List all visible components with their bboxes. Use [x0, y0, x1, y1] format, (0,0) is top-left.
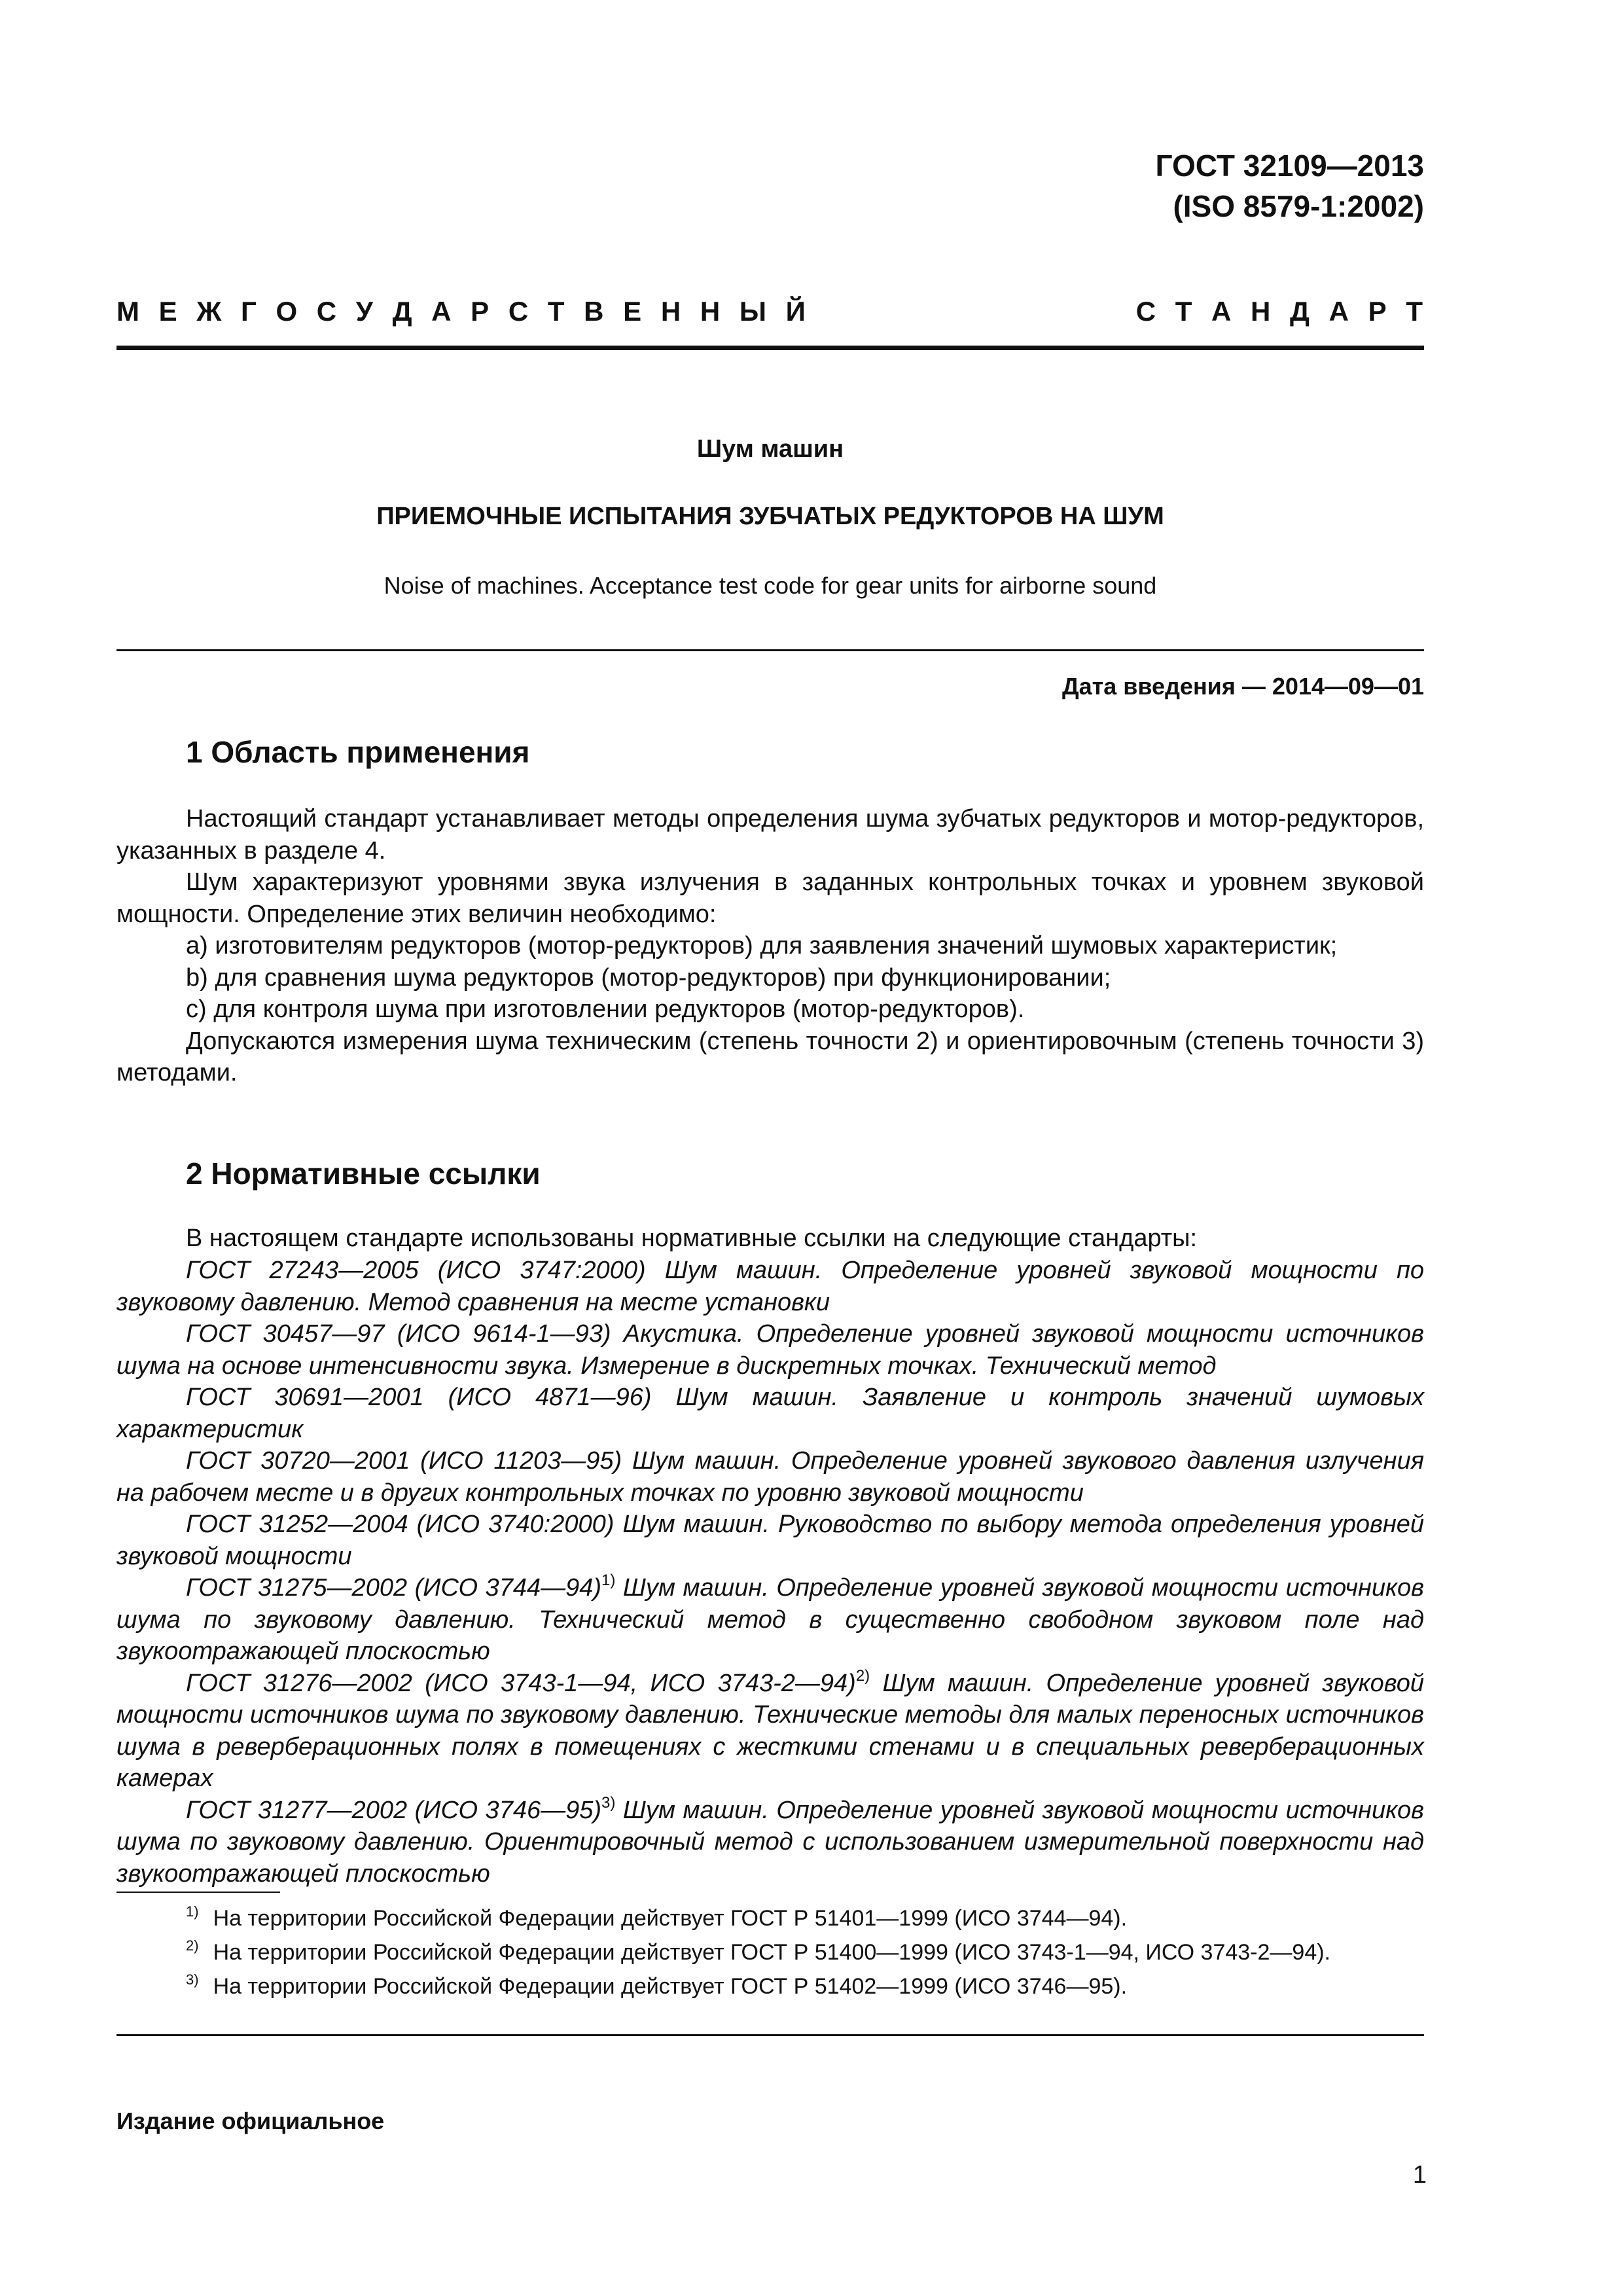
- section-2-heading: 2 Нормативные ссылки: [186, 1157, 541, 1191]
- page-number: 1: [1412, 2161, 1427, 2189]
- title-group: Шум машин: [696, 435, 844, 463]
- reference-item: ГОСТ 31277—2002 (ИСО 3746—95)$^{3)}$ Шум машин. Определение уровней звуковой мощности источников шума по звуковому давлению. Ориентировочный метод с использованием измерительной поверхности над звукоотражающей плоскостью: [116, 1793, 1424, 1888]
- footnotes: [116, 1901, 1424, 2003]
- footnote-ref-2[interactable]: 2): [855, 1666, 870, 1685]
- section-1-paragraph: Настоящий стандарт устанавливает методы определения шума зубчатых редукторов и мотор-редукторов, указанных в разделе 4.: [116, 805, 1424, 865]
- section-1-list-item: c) для контроля шума при изготовлении редукторов (мотор-редукторов).: [186, 996, 1025, 1023]
- footnote-mark: 3): [186, 1971, 199, 1988]
- title-english: Noise of machines. Acceptance test code for gear units for airborne sound: [383, 572, 1157, 599]
- interstate-standard-banner: [116, 296, 1424, 327]
- footnote: $^{2)}$ На территории Российской Федерации действует ГОСТ Р 51400—1999 (ИСО 3743-1—94, ИСО 3743-2—94).: [186, 1937, 1330, 1965]
- header-rule: [116, 346, 1424, 350]
- reference-item: ГОСТ 31275—2002 (ИСО 3744—94)$^{1)}$ Шум машин. Определение уровней звуковой мощности источников шума по звуковому давлению. Технический метод в существенно свободном звуковом поле над звукоотражающей плоскостью: [116, 1571, 1424, 1665]
- normative-references-list: [116, 1255, 1424, 1890]
- footnote-separator: [116, 1892, 280, 1893]
- footer-rule: [116, 2034, 1424, 2036]
- iso-equivalent: (ISO 8579-1:2002): [1173, 189, 1424, 223]
- footnote-ref-3[interactable]: 3): [601, 1793, 616, 1812]
- standard-number-block: [1031, 145, 1424, 226]
- reference-item: ГОСТ 27243—2005 (ИСО 3747:2000) Шум машин. Определение уровней звуковой мощности по звуковому давлению. Метод сравнения на месте установки: [116, 1257, 1424, 1316]
- reference-item: ГОСТ 30691—2001 (ИСО 4871—96) Шум машин. Заявление и контроль значений шумовых характеристик: [116, 1384, 1424, 1443]
- footnote-mark: 1): [186, 1903, 199, 1920]
- section-1-list-item: a) изготовителям редукторов (мотор-редукторов) для заявления значений шумовых характеристик;: [186, 932, 1338, 960]
- footnote: $^{3)}$ На территории Российской Федерации действует ГОСТ Р 51402—1999 (ИСО 3746—95).: [186, 1971, 1128, 1999]
- section-2-body: [116, 1223, 1424, 1255]
- introduction-date: Дата введения — 2014—09—01: [1061, 673, 1424, 700]
- footnote: $^{1)}$ На территории Российской Федерации действует ГОСТ Р 51401—1999 (ИСО 3744—94).: [186, 1903, 1128, 1931]
- footnote-ref-1[interactable]: 1): [601, 1571, 616, 1589]
- section-1-list-item: b) для сравнения шума редукторов (мотор-редукторов) при функционировании;: [186, 963, 1111, 992]
- section-2-intro: В настоящем стандарте использованы нормативные ссылки на следующие стандарты:: [186, 1225, 1198, 1252]
- standard-number: ГОСТ 32109—2013: [1155, 149, 1424, 183]
- official-edition-label: Издание официальное: [116, 2108, 385, 2134]
- reference-item: ГОСТ 31252—2004 (ИСО 3740:2000) Шум машин. Руководство по выбору метода определения уровней звуковой мощности: [116, 1511, 1424, 1570]
- reference-item: ГОСТ 30720—2001 (ИСО 11203—95) Шум машин. Определение уровней звукового давления излучения на рабочем месте и в других контрольных точках по уровню звуковой мощности: [116, 1447, 1424, 1507]
- footnote-mark: 2): [186, 1937, 199, 1954]
- banner-word-1: М Е Ж Г О С У Д А Р С Т В Е Н Н Ы Й: [116, 296, 807, 327]
- reference-item: ГОСТ 31276—2002 (ИСО 3743-1—94, ИСО 3743-2—94)$^{2)}$ Шум машин. Определение уровней звуковой мощности источников шума по звуковому давлению. Технические методы для малых переносных источников шума в реверберационных полях в помещениях с жесткими стенами и в специальных реверберационных камерах: [116, 1666, 1424, 1792]
- reference-item: ГОСТ 30457—97 (ИСО 9614-1—93) Акустика. Определение уровней звуковой мощности источников шума на основе интенсивности звука. Измерение в дискретных точках. Технический метод: [116, 1320, 1424, 1380]
- section-1-paragraph: Допускаются измерения шума техническим (степень точности 2) и ориентировочным (степень точности 3) методами.: [116, 1027, 1424, 1086]
- section-1-heading: 1 Область применения: [186, 735, 530, 769]
- title-main: ПРИЕМОЧНЫЕ ИСПЫТАНИЯ ЗУБЧАТЫХ РЕДУКТОРОВ НА ШУМ: [376, 503, 1164, 530]
- section-1-body: [116, 803, 1424, 1089]
- section-1-paragraph: Шум характеризуют уровнями звука излучения в заданных контрольных точках и уровнем звуковой мощности. Определение этих величин необходимо:: [116, 869, 1424, 928]
- title-rule: [116, 649, 1424, 651]
- banner-word-2: С Т А Н Д А Р Т: [1135, 296, 1424, 327]
